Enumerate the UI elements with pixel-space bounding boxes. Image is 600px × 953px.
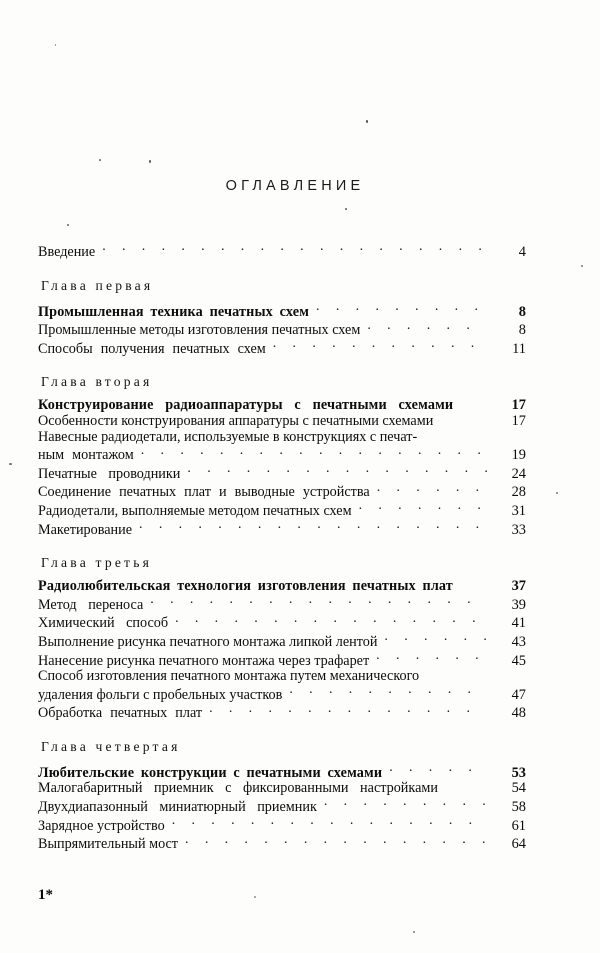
chapter-heading: Глава вторая xyxy=(41,374,153,390)
scan-speckle xyxy=(99,159,101,161)
toc-entry-page: 19 xyxy=(511,447,526,464)
dot-leaders xyxy=(289,685,487,699)
folio-signature-mark: 1* xyxy=(38,887,53,903)
chapter-entries xyxy=(38,763,526,853)
toc-entry-label: Химический способ xyxy=(38,615,169,632)
toc-entry-page: 48 xyxy=(511,705,526,722)
toc-entry-label: Выпрямительный мост xyxy=(38,836,179,853)
toc-entry-label: Нанесение рисунка печатного монтажа через трафарет xyxy=(38,652,370,669)
toc-entry-page: 4 xyxy=(518,244,526,260)
toc-entry-page: 17 xyxy=(511,412,526,429)
dot-leaders xyxy=(384,632,487,646)
dot-leaders xyxy=(139,520,487,534)
dot-leaders xyxy=(172,816,487,830)
toc-entry-label: Макетирование xyxy=(38,521,133,538)
toc-entry[interactable] xyxy=(38,763,526,782)
toc-entry-page: 8 xyxy=(518,303,526,320)
toc-entry-label: Печатные проводники xyxy=(38,465,181,482)
toc-entry-page: 11 xyxy=(512,340,526,357)
toc-entry-page: 47 xyxy=(511,686,526,703)
toc-entry-page: 45 xyxy=(511,652,526,669)
toc-entry[interactable] xyxy=(38,632,526,651)
toc-entry-wrapped-second-line[interactable] xyxy=(38,445,526,464)
toc-entry[interactable] xyxy=(38,339,526,358)
toc-entry-page: 17 xyxy=(511,397,526,414)
toc-entry[interactable] xyxy=(38,414,526,430)
dot-leaders xyxy=(102,242,487,256)
chapter-entries xyxy=(38,398,526,538)
toc-entry-label: Навесные радиодетали, используемые в конструкциях с печат- xyxy=(38,428,418,445)
toc-entry-label: Обработка печатных плат xyxy=(38,705,203,722)
toc-entry[interactable] xyxy=(38,595,526,614)
toc-entry-label: удаления фольги с пробельных участков xyxy=(38,686,283,703)
toc-entry-page: 54 xyxy=(511,780,526,797)
toc-entry[interactable] xyxy=(38,464,526,483)
toc-entry-page: 31 xyxy=(511,502,526,519)
scan-speckle xyxy=(9,463,12,465)
toc-entry-page: 64 xyxy=(511,836,526,853)
dot-leaders xyxy=(141,445,487,459)
toc-entry[interactable] xyxy=(38,482,526,501)
toc-entry[interactable] xyxy=(38,781,526,797)
dot-leaders xyxy=(185,834,487,848)
toc-entry-label: Выполнение рисунка печатного монтажа липкой лентой xyxy=(38,633,378,650)
dot-leaders xyxy=(273,339,487,353)
toc-entry[interactable] xyxy=(38,703,526,722)
dot-leaders xyxy=(377,482,487,496)
toc-entry-label: Промышленные методы изготовления печатных схем xyxy=(38,322,361,339)
toc-entry[interactable] xyxy=(38,816,526,835)
dot-leaders xyxy=(324,797,487,811)
toc-entry-label: Введение xyxy=(38,244,96,260)
dot-leaders xyxy=(209,703,487,717)
scan-speckle xyxy=(366,120,368,123)
chapter-entries xyxy=(38,302,526,358)
toc-entry-page: 61 xyxy=(511,817,526,834)
toc-entry-wrapped-first-line[interactable] xyxy=(38,669,526,685)
scan-speckle xyxy=(413,931,415,933)
toc-entry-label: Способы получения печатных схем xyxy=(38,340,266,357)
toc-entry[interactable] xyxy=(38,501,526,520)
table-of-contents xyxy=(38,178,526,855)
dot-leaders xyxy=(367,320,487,334)
scan-speckle xyxy=(149,160,151,163)
chapter-heading: Глава четвертая xyxy=(41,738,181,754)
chapter-heading: Глава первая xyxy=(41,277,154,293)
toc-entry-label: Соединение печатных плат и выводные устройства xyxy=(38,484,370,501)
toc-entry-wrapped-second-line[interactable] xyxy=(38,685,526,704)
toc-entry[interactable] xyxy=(38,520,526,539)
toc-entry-page: 39 xyxy=(511,596,526,613)
toc-entry-label: Метод переноса xyxy=(38,596,144,613)
toc-entry[interactable] xyxy=(38,613,526,632)
toc-entry[interactable] xyxy=(38,398,526,414)
toc-entry-label: Зарядное устройство xyxy=(38,817,165,834)
toc-entry-label: Радиодетали, выполняемые методом печатных схем xyxy=(38,502,352,519)
toc-entry-label: Конструирование радиоаппаратуры с печатными схемами xyxy=(38,397,454,414)
toc-entry-wrapped-first-line[interactable] xyxy=(38,430,526,446)
toc-entry-label: Малогабаритный приемник с фиксированными настройками xyxy=(38,780,438,797)
toc-entry[interactable] xyxy=(38,320,526,339)
toc-entry-label: Любительские конструкции с печатными схемами xyxy=(38,764,383,781)
toc-entry-page: 33 xyxy=(511,521,526,538)
toc-entry-page: 28 xyxy=(511,484,526,501)
toc-entry-page: 24 xyxy=(511,465,526,482)
toc-entry-label: Промышленная техника печатных схем xyxy=(38,303,310,320)
toc-entry-page: 41 xyxy=(511,615,526,632)
toc-entry[interactable] xyxy=(38,579,526,595)
scan-speckle xyxy=(556,492,558,494)
toc-entry-intro[interactable] xyxy=(38,242,526,261)
toc-entry[interactable] xyxy=(38,651,526,670)
dot-leaders xyxy=(359,501,487,515)
toc-entry[interactable] xyxy=(38,834,526,853)
dot-leaders xyxy=(376,651,487,665)
dot-leaders xyxy=(187,464,487,478)
dot-leaders xyxy=(389,763,487,777)
toc-entry-label: ным монтажом xyxy=(38,447,134,464)
dot-leaders xyxy=(150,595,487,609)
toc-entry-page: 43 xyxy=(511,633,526,650)
dot-leaders xyxy=(175,613,487,627)
chapter-entries xyxy=(38,579,526,722)
toc-entry-page: 37 xyxy=(511,578,526,595)
toc-entry-page: 8 xyxy=(518,322,526,339)
toc-entry-label: Радиолюбительская технология изготовления печатных плат xyxy=(38,578,453,595)
chapter-heading: Глава третья xyxy=(41,555,153,571)
toc-entry-label: Особенности конструирования аппаратуры с печатными схемами xyxy=(38,412,434,429)
toc-entry-label: Способ изготовления печатного монтажа путем механического xyxy=(38,668,420,685)
toc-entry-page: 58 xyxy=(511,799,526,816)
toc-entry-label: Двухдиапазонный миниатюрный приемник xyxy=(38,799,317,816)
toc-entry[interactable] xyxy=(38,302,526,321)
toc-entry[interactable] xyxy=(38,797,526,816)
scan-speckle xyxy=(55,44,56,46)
toc-entry-page: 53 xyxy=(511,764,526,781)
scan-speckle xyxy=(254,896,256,898)
scan-speckle xyxy=(581,265,583,267)
dot-leaders xyxy=(316,302,487,316)
page-title: ОГЛАВЛЕНИЕ xyxy=(225,178,365,194)
